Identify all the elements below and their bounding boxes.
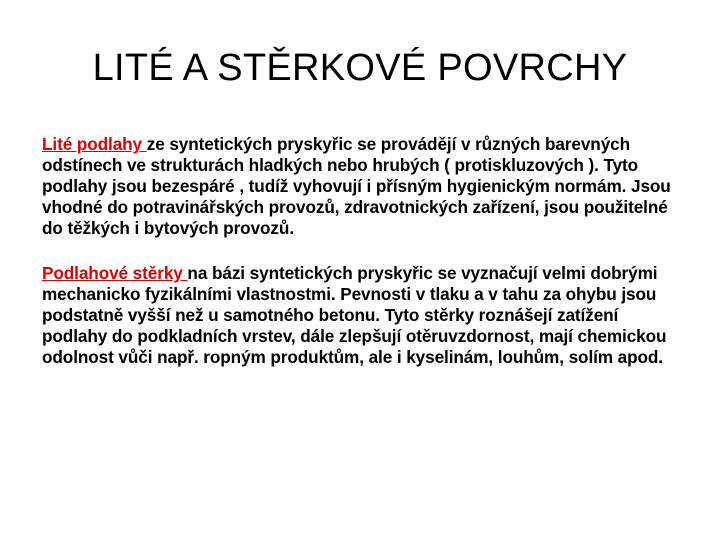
- paragraph-podlahove-sterky: [42, 263, 682, 368]
- paragraph-text: ze syntetických pryskyřic se provádějí v různých barevných odstínech ve strukturách hladkých nebo hrubých ( protiskluzových ). Tyto podlahy jsou bezespáré , tudíž vyhovují i přísným hygienickým normám. Jsou vhodné do potravinářských provozů, zdravotnických zařízení, jsou použitelné do těžkých i bytových provozů.: [42, 134, 671, 238]
- term-podlahove-sterky: Podlahové stěrky: [42, 263, 188, 283]
- slide-body: [42, 134, 682, 368]
- term-lite-podlahy: Lité podlahy: [42, 134, 147, 154]
- slide-title: LITÉ A STĚRKOVÉ POVRCHY: [92, 47, 628, 89]
- paragraph-lite-podlahy: [42, 134, 682, 239]
- paragraph-text: na bázi syntetických pryskyřic se vyznačují velmi dobrými mechanicko fyzikálními vlastnostmi. Pevnosti v tlaku a v tahu za ohybu jsou podstatně vyšší než u samotného betonu. Tyto stěrky roznášejí zatížení podlahy do podkladních vrstev, dále zlepšují otěruvzdornost, mají chemickou odolnost vůči např. ropným produktům, ale i kyselinám, louhům, solím apod.: [42, 263, 667, 367]
